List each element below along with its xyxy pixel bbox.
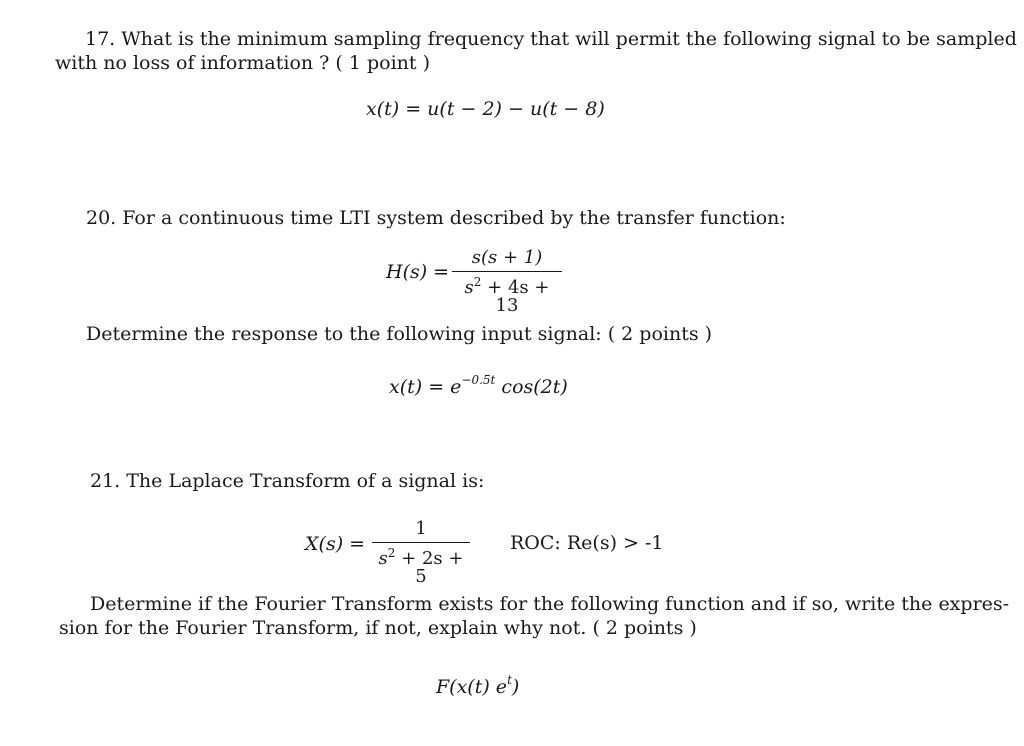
q20-prompt: Determine the response to the following input signal: ( 2 points ) — [86, 323, 713, 345]
q20-transfer-lhs: H(s) = — [386, 261, 450, 283]
q21-intro: 21. The Laplace Transform of a signal is: — [90, 470, 485, 492]
q17-line-1: 17. What is the minimum sampling frequency that will permit the following signal to be sampled — [85, 28, 1017, 50]
q21-laplace-fraction — [372, 520, 470, 586]
q21-denominator: $s^2 + 2s + 5$ — [378, 546, 464, 587]
q21-prompt-line-2: sion for the Fourier Transform, if not, explain why not. ( 2 points ) — [59, 617, 697, 639]
q21-roc: ROC: Re(s) > -1 — [510, 532, 664, 554]
q20-intro: 20. For a continuous time LTI system described by the transfer function: — [86, 207, 786, 229]
q17-equation: x(t) = u(t − 2) − u(t − 8) — [366, 98, 605, 120]
q17-line-2: with no loss of information ? ( 1 point ) — [55, 52, 430, 74]
q21-numerator: 1 — [372, 520, 470, 543]
q21-laplace-lhs: X(s) = — [305, 533, 366, 555]
q20-numerator: s(s + 1) — [452, 249, 562, 272]
q21-fourier-expression: F(x(t) $e^t$) — [436, 673, 520, 698]
q20-input-signal: $x(t) = e^{-0.5t}$ cos(2t) — [389, 373, 568, 398]
q20-denominator: $s^2 + 4s + 13$ — [464, 275, 550, 316]
q20-transfer-fraction — [452, 249, 562, 315]
q21-prompt-line-1: Determine if the Fourier Transform exists for the following function and if so, write the expres- — [90, 593, 1010, 615]
